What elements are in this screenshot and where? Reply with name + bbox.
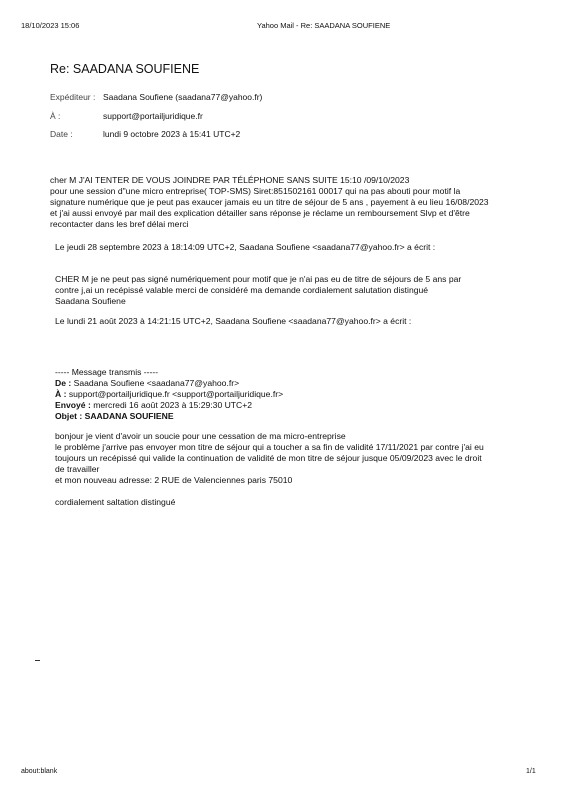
- message-line: cher M J'AI TENTER DE VOUS JOINDRE PAR TÉLÉPHONE SANS SUITE 15:10 /09/10/2023: [50, 175, 410, 185]
- forward-from-value: Saadana Soufiene <saadana77@yahoo.fr>: [73, 378, 240, 388]
- forward-body-line: de travailler: [55, 464, 100, 474]
- date-label: Date :: [50, 129, 73, 139]
- forward-body: [55, 431, 525, 486]
- message-line: signature numérique que je peut pas exaucer jamais eu un titre de séjour de 5 ans , payement à eu lieu 16/08/2023: [50, 197, 489, 207]
- forward-body-line: et mon nouveau adresse: 2 RUE de Valenciennes paris 75010: [55, 475, 293, 485]
- forward-sent-value: mercredi 16 août 2023 à 15:29:30 UTC+2: [93, 400, 253, 410]
- print-page-number: 1/1: [526, 768, 536, 775]
- date-value: lundi 9 octobre 2023 à 15:41 UTC+2: [103, 129, 241, 139]
- quote-2-header: Le lundi 21 août 2023 à 14:21:15 UTC+2, Saadana Soufiene <saadana77@yahoo.fr> a écrit :: [55, 316, 412, 326]
- message-line: pour une session d"une micro entreprise( TOP-SMS) Siret:851502161 00017 qui na pas abouti pour motif la: [50, 186, 461, 196]
- forwarded-message: [55, 367, 525, 422]
- quote-1-body: [55, 274, 525, 307]
- quote-line: Saadana Soufiene: [55, 296, 126, 306]
- forward-body-line: toujours un recépissé qui valide la continuation de validité de mon titre de séjour jusque 05/09/2023 avec le droit: [55, 453, 482, 463]
- forward-from-label: De :: [55, 378, 72, 388]
- closing-text: cordialement saltation distingué: [55, 497, 176, 507]
- forward-subject-value: SAADANA SOUFIENE: [84, 411, 174, 421]
- message-line: et j'ai aussi envoyé par mail des explication détailler sans réponse je réclame un remboursement Slvp et d'être: [50, 208, 470, 218]
- forward-body-line: bonjour je vient d'avoir un soucie pour une cessation de ma micro-entreprise: [55, 431, 346, 441]
- divider-mark: [35, 660, 40, 661]
- message-line: recontacter dans les bref délai merci: [50, 219, 189, 229]
- print-url: about:blank: [21, 768, 58, 775]
- email-subject: Re: SAADANA SOUFIENE: [50, 62, 200, 76]
- forward-sent-label: Envoyé :: [55, 400, 91, 410]
- forward-subject-row: [55, 411, 525, 422]
- forward-to-row: [55, 389, 525, 400]
- from-value: Saadana Soufiene (saadana77@yahoo.fr): [103, 92, 263, 102]
- message-paragraph-1: [50, 175, 520, 230]
- forward-body-line: le problème j'arrive pas envoyer mon titre de séjour qui a toucher a sa fin de validité 17/11/2021 par contre j'ai eu: [55, 442, 484, 452]
- forward-to-value: support@portailjuridique.fr <support@portailjuridique.fr>: [68, 389, 284, 399]
- quote-1-header: Le jeudi 28 septembre 2023 à 18:14:09 UTC+2, Saadana Soufiene <saadana77@yahoo.fr> a écrit :: [55, 242, 436, 252]
- print-datetime: 18/10/2023 15:06: [21, 21, 80, 30]
- to-value: support@portailjuridique.fr: [103, 111, 203, 121]
- print-title: Yahoo Mail - Re: SAADANA SOUFIENE: [257, 21, 391, 30]
- forward-from-row: [55, 378, 525, 389]
- forward-subject-label: Objet :: [55, 411, 83, 421]
- from-label: Expéditeur :: [50, 92, 96, 102]
- quote-line: CHER M je ne peut pas signé numériquement pour motif que je n'ai pas eu de titre de séjours de 5 ans par: [55, 274, 462, 284]
- forward-title: ----- Message transmis -----: [55, 367, 159, 377]
- quote-line: contre j,ai un recépissé valable merci de considéré ma demande cordialement salutation distingué: [55, 285, 429, 295]
- forward-sent-row: [55, 400, 525, 411]
- to-label: À :: [50, 111, 61, 121]
- forward-to-label: À :: [55, 389, 67, 399]
